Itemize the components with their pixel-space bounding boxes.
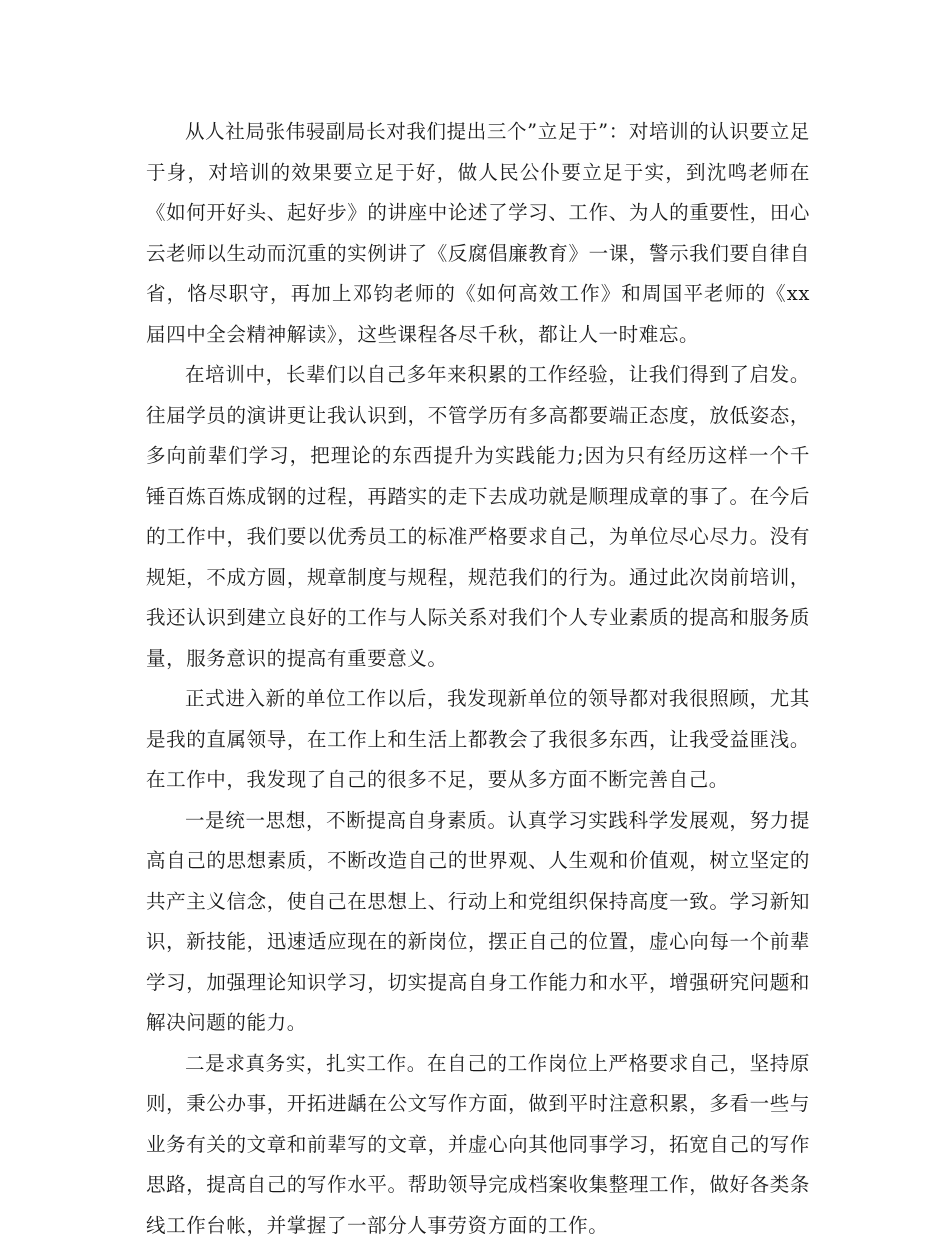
paragraph-training-experience: 在培训中，长辈们以自己多年来积累的工作经验，让我们得到了启发。往届学员的演讲更让我认识到，不管学历有多高都要端正态度，放低姿态，多向前辈们学习，把理论的东西提升为实践能力;因为只有经历这样一个千锤百炼百炼成钢的过程，再踏实的走下去成功就是顺理成章的事了。在今后的工作中，我们要以优秀员工的标准严格要求自己，为单位尽心尽力。没有规矩，不成方圆，规章制度与规程，规范我们的行为。通过此次岗前培训，我还认识到建立良好的工作与人际关系对我们个人专业素质的提高和服务质量，服务意识的提高有重要意义。	[146, 355, 810, 679]
paragraph-new-unit: 正式进入新的单位工作以后，我发现新单位的领导都对我很照顾，尤其是我的直属领导，在工作上和生活上都教会了我很多东西，让我受益匪浅。在工作中，我发现了自己的很多不足，要从多方面不断完善自己。	[146, 679, 810, 801]
body-text	[146, 112, 810, 1246]
paragraph-training-courses: 从人社局张伟骎副局长对我们提出三个”立足于”：对培训的认识要立足于身，对培训的效果要立足于好，做人民公仆要立足于实，到沈鸣老师在《如何开好头、起好步》的讲座中论述了学习、工作、为人的重要性，田心云老师以生动而沉重的实例讲了《反腐倡廉教育》一课，警示我们要自律自省，恪尽职守，再加上邓钧老师的《如何高效工作》和周国平老师的《xx届四中全会精神解读》，这些课程各尽千秋，都让人一时难忘。	[146, 112, 810, 355]
paragraph-point-two: 二是求真务实，扎实工作。在自己的工作岗位上严格要求自己，坚持原则，秉公办事，开拓进龋在公文写作方面，做到平时注意积累，多看一些与业务有关的文章和前辈写的文章，并虚心向其他同事学习，拓宽自己的写作思路，提高自己的写作水平。帮助领导完成档案收集整理工作，做好各类条线工作台帐，并掌握了一部分人事劳资方面的工作。	[146, 1044, 810, 1246]
paragraph-point-one: 一是统一思想，不断提高自身素质。认真学习实践科学发展观，努力提高自己的思想素质，不断改造自己的世界观、人生观和价值观，树立坚定的共产主义信念，使自己在思想上、行动上和党组织保持高度一致。学习新知识，新技能，迅速适应现在的新岗位，摆正自己的位置，虚心向每一个前辈学习，加强理论知识学习，切实提高自身工作能力和水平，增强研究问题和解决问题的能力。	[146, 801, 810, 1044]
